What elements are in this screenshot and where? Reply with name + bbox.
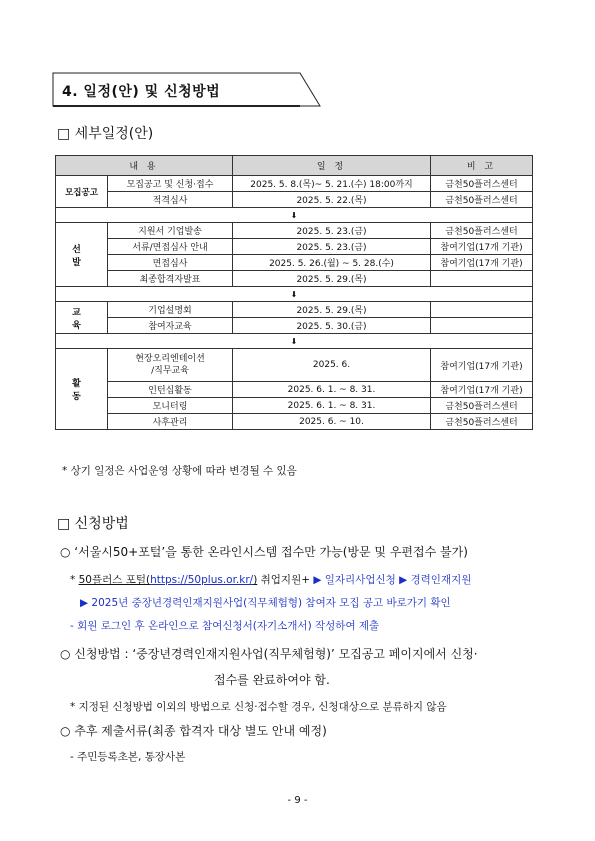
table-row bbox=[56, 302, 533, 318]
portal-link-close: ) bbox=[253, 574, 258, 586]
row-note bbox=[431, 302, 533, 318]
table-row bbox=[56, 271, 533, 287]
row-note: 참여기업(17개 기관) bbox=[431, 349, 533, 382]
row-date: 2025. 5. 29.(목) bbox=[233, 271, 431, 287]
row-note: 금천50플러스센터 bbox=[431, 176, 533, 192]
row-item: 최종합격자발표 bbox=[108, 271, 233, 287]
application-heading: □ 신청방법 bbox=[57, 516, 129, 532]
row-item: 기업설명회 bbox=[108, 302, 233, 318]
portal-menu-path: ▶ 일자리사업신청 ▶ 경력인재지원 bbox=[313, 574, 472, 586]
table-row bbox=[56, 239, 533, 255]
separator-row bbox=[56, 287, 533, 302]
documents-item: ○ 추후 제출서류(최종 합격자 대상 별도 안내 예정) bbox=[60, 724, 327, 738]
portal-menu-text: 취업지원+ bbox=[257, 574, 314, 586]
portal-name: 50플러스 포털( bbox=[78, 574, 151, 586]
documents-list: - 주민등록초본, 통장사본 bbox=[70, 751, 186, 763]
row-date: 2025. 6. bbox=[233, 349, 431, 382]
schedule-table bbox=[55, 155, 533, 430]
row-item: 사후관리 bbox=[108, 414, 233, 430]
schedule-heading: □ 세부일정(안) bbox=[57, 126, 154, 142]
row-date: 2025. 6. 1. ~ 8. 31. bbox=[233, 398, 431, 414]
table-row bbox=[56, 349, 533, 382]
row-note bbox=[431, 318, 533, 334]
section-title: 4. 일정(안) 및 신청방법 bbox=[62, 84, 221, 100]
down-arrow-icon: ⬇ bbox=[56, 334, 533, 349]
row-date: 2025. 5. 22.(목) bbox=[233, 192, 431, 208]
row-note: 참여기업(17개 기관) bbox=[431, 255, 533, 271]
table-row bbox=[56, 192, 533, 208]
row-date: 2025. 6. 1. ~ 8. 31. bbox=[233, 382, 431, 398]
row-date: 2025. 5. 26.(월) ~ 5. 28.(수) bbox=[233, 255, 431, 271]
row-note: 참여기업(17개 기관) bbox=[431, 382, 533, 398]
table-row bbox=[56, 255, 533, 271]
row-item: 모집공고 및 신청·접수 bbox=[108, 176, 233, 192]
row-item: 인턴십활동 bbox=[108, 382, 233, 398]
row-date: 2025. 5. 23.(금) bbox=[233, 223, 431, 239]
group-label: 모집공고 bbox=[56, 176, 108, 208]
row-item: 참여자교육 bbox=[108, 318, 233, 334]
schedule-footnote: * 상기 일정은 사업운영 상황에 따라 변경될 수 있음 bbox=[62, 465, 297, 477]
table-row bbox=[56, 223, 533, 239]
footnote-mark: * bbox=[70, 574, 76, 586]
row-note: 금천50플러스센터 bbox=[431, 398, 533, 414]
page-number: - 9 - bbox=[287, 795, 308, 806]
row-item: 면접심사 bbox=[108, 255, 233, 271]
row-date: 2025. 5. 29.(목) bbox=[233, 302, 431, 318]
portal-link[interactable]: https://50plus.or.kr/ bbox=[150, 574, 254, 586]
table-row bbox=[56, 414, 533, 430]
section-title-banner bbox=[52, 72, 322, 108]
portal-instruction-line bbox=[70, 572, 471, 587]
application-item-method: ○ 신청방법 : ‘중장년경력인재지원사업(직무체험형)’ 모집공고 페이지에서 신청· bbox=[60, 647, 478, 661]
row-date: 2025. 5. 23.(금) bbox=[233, 239, 431, 255]
row-note: 참여기업(17개 기관) bbox=[431, 239, 533, 255]
row-note: 금천50플러스센터 bbox=[431, 414, 533, 430]
down-arrow-icon: ⬇ bbox=[56, 287, 533, 302]
application-item-online: ○ ‘서울시50+포털’을 통한 온라인시스템 접수만 가능(방문 및 우편접수 불가) bbox=[60, 545, 468, 559]
login-submit-line: - 회원 로그인 후 온라인으로 참여신청서(자기소개서) 작성하여 제출 bbox=[70, 620, 380, 632]
row-note: 금천50플러스센터 bbox=[431, 192, 533, 208]
table-row bbox=[56, 382, 533, 398]
table-row bbox=[56, 176, 533, 192]
table-row bbox=[56, 398, 533, 414]
group-label: 선 발 bbox=[56, 223, 108, 287]
col-header-note: 비 고 bbox=[431, 156, 533, 176]
col-header-content: 내 용 bbox=[56, 156, 233, 176]
row-date: 2025. 5. 8.(목)~ 5. 21.(수) 18:00까지 bbox=[233, 176, 431, 192]
down-arrow-icon: ⬇ bbox=[56, 208, 533, 223]
row-item: 모니터링 bbox=[108, 398, 233, 414]
separator-row bbox=[56, 208, 533, 223]
row-note: 금천50플러스센터 bbox=[431, 223, 533, 239]
method-footnote: * 지정된 신청방법 이외의 방법으로 신청·접수할 경우, 신청대상으로 분류하지 않음 bbox=[70, 701, 447, 713]
separator-row bbox=[56, 334, 533, 349]
group-label: 활 동 bbox=[56, 349, 108, 430]
row-note bbox=[431, 271, 533, 287]
table-header-row bbox=[56, 156, 533, 176]
row-item: 지원서 기업발송 bbox=[108, 223, 233, 239]
row-date: 2025. 6. ~ 10. bbox=[233, 414, 431, 430]
row-item: 현장오리엔테이션 /직무교육 bbox=[108, 349, 233, 382]
row-item: 서류/면접심사 안내 bbox=[108, 239, 233, 255]
application-item-method-cont: 접수를 완료하여야 함. bbox=[214, 673, 330, 687]
table-row bbox=[56, 318, 533, 334]
row-item: 적격심사 bbox=[108, 192, 233, 208]
group-label: 교 육 bbox=[56, 302, 108, 334]
col-header-date: 일 정 bbox=[233, 156, 431, 176]
row-date: 2025. 5. 30.(금) bbox=[233, 318, 431, 334]
announcement-path-line: ▶ 2025년 중장년경력인재지원사업(직무체험형) 참여자 모집 공고 바로가기 확인 bbox=[80, 597, 451, 609]
